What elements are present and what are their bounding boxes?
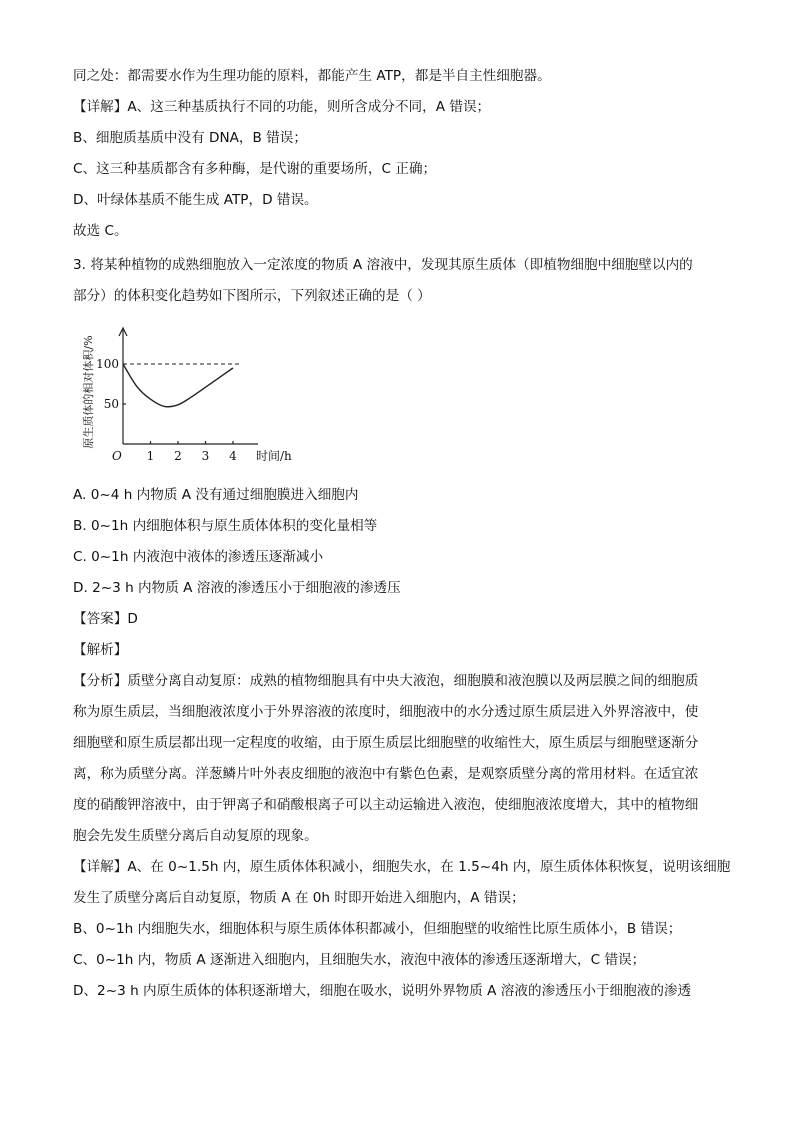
volume-chart <box>78 320 308 470</box>
x-tick-label: 3 <box>201 449 210 463</box>
analysis-line: 【分析】质壁分离自动复原：成熟的植物细胞具有中央大液泡，细胞膜和液泡膜以及两层膜之间的细胞质 <box>73 673 699 689</box>
analysis-line: 【详解】A、在 0~1.5h 内，原生质体体积减小，细胞失水，在 1.5~4h 内，原生质体体积恢复，说明该细胞 <box>73 859 731 875</box>
question-stem: 3. 将某种植物的成熟细胞放入一定浓度的物质 A 溶液中，发现其原生质体（即植物细胞中细胞壁以内的 <box>73 257 693 273</box>
x-axis-label: 时间/h <box>256 449 292 463</box>
option-d: D. 2~3 h 内物质 A 溶液的渗透压小于细胞液的渗透压 <box>73 580 401 596</box>
y-tick-label: 100 <box>96 357 119 371</box>
x-tick-label: 4 <box>229 449 237 463</box>
analysis-line: D、2~3 h 内原生质体的体积逐渐增大，细胞在吸水，说明外界物质 A 溶液的渗透压小于细胞液的渗透 <box>73 983 692 999</box>
option-a: A. 0~4 h 内物质 A 没有通过细胞膜进入细胞内 <box>73 487 359 503</box>
analysis-line: 离，称为质壁分离。洋葱鳞片叶外表皮细胞的液泡中有紫色色素，是观察质壁分离的常用材料。在适宜浓 <box>73 766 699 782</box>
question-stem: 部分）的体积变化趋势如下图所示，下列叙述正确的是（ ） <box>73 288 431 304</box>
analysis-line: B、0~1h 内细胞失水，细胞体积与原生质体体积都减小，但细胞壁的收缩性比原生质体小，B 错误； <box>73 921 682 937</box>
analysis-line: C、0~1h 内，物质 A 逐渐进入细胞内，且细胞失水，液泡中液体的渗透压逐渐增大，C 错误； <box>73 952 646 968</box>
text-line: B、细胞质基质中没有 DNA，B 错误； <box>73 130 307 146</box>
analysis-heading: 【解析】 <box>73 642 128 658</box>
x-tick-label: 1 <box>146 449 155 463</box>
text-line: 同之处：都需要水作为生理功能的原料，都能产生 ATP，都是半自主性细胞器。 <box>73 68 551 84</box>
option-c: C. 0~1h 内液泡中液体的渗透压逐渐减小 <box>73 549 324 565</box>
text-line: C、这三种基质都含有多种酶，是代谢的重要场所，C 正确； <box>73 161 437 177</box>
volume-curve <box>123 364 233 407</box>
analysis-line: 细胞壁和原生质层都出现一定程度的收缩，由于原生质层比细胞壁的收缩性大，原生质层与细胞壁逐渐分 <box>73 735 699 751</box>
option-b: B. 0~1h 内细胞体积与原生质体体积的变化量相等 <box>73 518 378 534</box>
analysis-line: 称为原生质层，当细胞液浓度小于外界溶液的浓度时，细胞液中的水分透过原生质层进入外界溶液中，使 <box>73 704 699 720</box>
text-line: 【详解】A、这三种基质执行不同的功能，则所含成分不同，A 错误； <box>73 99 491 115</box>
answer-label: 【答案】D <box>73 611 138 627</box>
text-line: 故选 C。 <box>73 223 128 239</box>
analysis-line: 发生了质壁分离后自动复原，物质 A 在 0h 时即开始进入细胞内，A 错误； <box>73 890 525 906</box>
y-axis-label: 原生质体的相对体积/% <box>82 335 95 449</box>
y-tick-label: 50 <box>103 397 119 411</box>
analysis-line: 度的硝酸钾溶液中，由于钾离子和硝酸根离子可以主动运输进入液泡，使细胞液浓度增大，其中的植物细 <box>73 797 699 813</box>
x-tick-label: 2 <box>174 449 182 463</box>
text-line: D、叶绿体基质不能生成 ATP，D 错误。 <box>73 192 318 208</box>
origin-label: O <box>112 449 122 463</box>
analysis-line: 胞会先发生质壁分离后自动复原的现象。 <box>73 828 318 844</box>
